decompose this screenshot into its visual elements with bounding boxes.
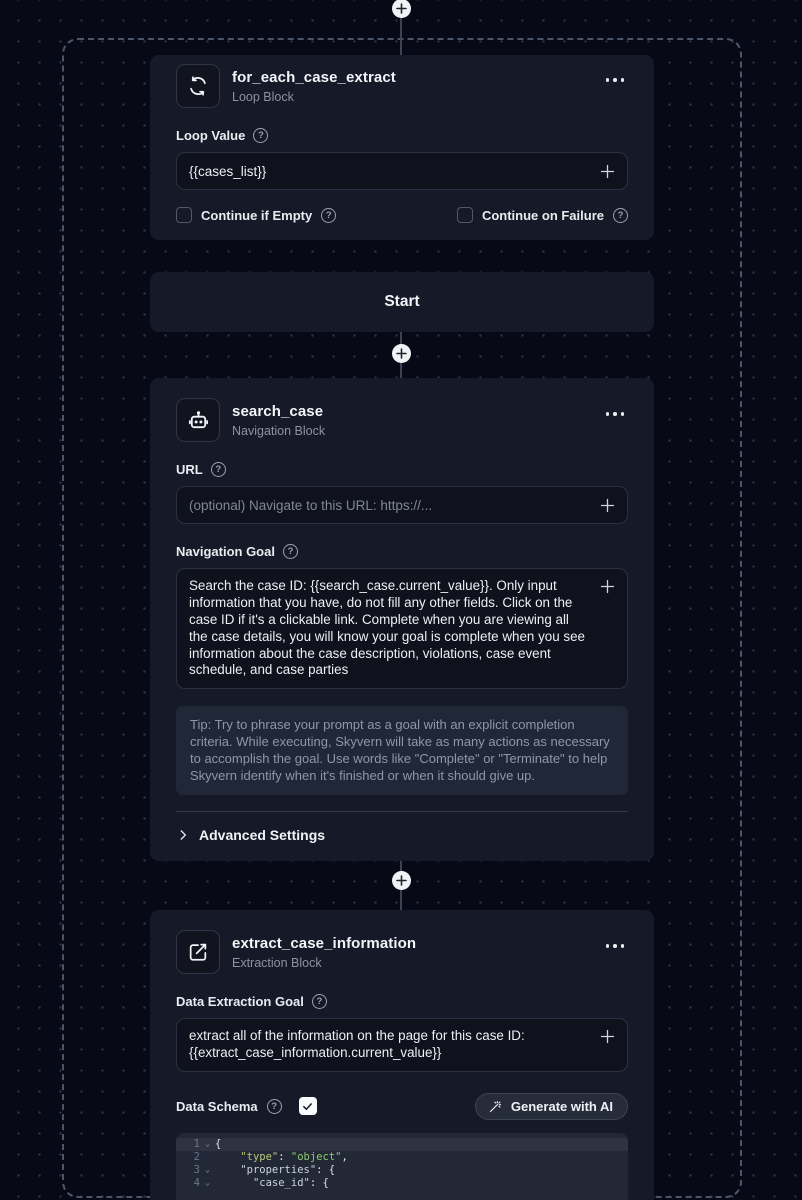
extraction-block-header: [150, 910, 654, 974]
extraction-block-card[interactable]: [150, 910, 654, 1200]
loop-value-text: {{cases_list}}: [189, 163, 267, 179]
navigation-block-card[interactable]: [150, 378, 654, 861]
code-line: 4 ⌄ "case_id": {: [193, 1176, 329, 1189]
navigation-goal-text: Search the case ID: {{search_case.current_value}}. Only input information that you have, do not fill any other fields. Click on the case ID if it's a clickable link. Complete when you are viewing all the case details, you will know your goal is complete when you see information about the case description, violations, case event schedule, and case parties: [189, 578, 585, 678]
loop-value-input[interactable]: [176, 152, 628, 190]
continue-if-empty-checkbox[interactable]: [176, 207, 192, 223]
continue-on-failure-label: Continue on Failure: [481, 207, 604, 223]
url-label: URL: [176, 462, 203, 477]
block-title: search_case: [232, 402, 324, 420]
block-menu-button[interactable]: [602, 74, 629, 86]
block-menu-button[interactable]: [602, 940, 629, 952]
add-block-button-middle[interactable]: [392, 344, 411, 363]
add-parameter-icon[interactable]: [600, 498, 615, 513]
add-block-button-top[interactable]: [392, 0, 411, 18]
url-placeholder: (optional) Navigate to this URL: https://...: [189, 497, 433, 513]
start-block-label: Start: [384, 293, 420, 310]
advanced-settings-toggle[interactable]: [176, 827, 628, 861]
data-extraction-goal-text: extract all of the information on the page for this case ID: {{extract_case_information.current_value}}: [189, 1028, 525, 1060]
loop-value-label: Loop Value: [176, 128, 246, 143]
data-extraction-goal-textarea[interactable]: [176, 1018, 628, 1072]
generate-with-ai-button[interactable]: [475, 1093, 628, 1120]
advanced-settings-label: Advanced Settings: [199, 827, 326, 844]
block-title: extract_case_information: [232, 934, 417, 952]
plus-icon: [396, 3, 407, 14]
check-icon: [302, 1101, 313, 1112]
fold-caret-icon[interactable]: ⌄: [204, 1164, 211, 1175]
section-divider: [176, 811, 628, 812]
code-line: 2 "type": "object",: [193, 1150, 348, 1163]
navigation-block-header: [150, 378, 654, 442]
extract-share-icon: [187, 941, 209, 963]
help-icon[interactable]: ?: [253, 128, 268, 143]
navigation-block-icon-box: [176, 398, 220, 442]
data-schema-enabled-checkbox[interactable]: [299, 1097, 317, 1115]
magic-wand-icon: [488, 1099, 503, 1114]
chevron-right-icon: [176, 828, 190, 842]
add-parameter-icon[interactable]: [600, 579, 615, 594]
extraction-block-icon-box: [176, 930, 220, 974]
schema-code-lines: [176, 1138, 628, 1190]
block-subtitle: Navigation Block: [232, 423, 326, 438]
code-line: 1 ⌄ {: [176, 1138, 628, 1151]
loop-block-icon-box: [176, 64, 220, 108]
help-icon[interactable]: ?: [312, 994, 327, 1009]
help-icon[interactable]: ?: [613, 208, 628, 223]
robot-icon: [187, 409, 210, 432]
add-parameter-icon[interactable]: [600, 1029, 615, 1044]
url-input[interactable]: [176, 486, 628, 524]
data-extraction-goal-label: Data Extraction Goal: [176, 994, 304, 1009]
help-icon[interactable]: ?: [283, 544, 298, 559]
loop-block-header: [150, 55, 654, 108]
help-icon[interactable]: ?: [267, 1099, 282, 1114]
generate-with-ai-label: Generate with AI: [510, 1098, 613, 1114]
continue-on-failure-checkbox[interactable]: [457, 207, 473, 223]
data-schema-code-editor[interactable]: [176, 1133, 628, 1200]
block-subtitle: Extraction Block: [232, 955, 322, 970]
continue-if-empty-label: Continue if Empty: [201, 207, 313, 223]
plus-icon: [396, 348, 407, 359]
code-line: 3 ⌄ "properties": {: [193, 1163, 336, 1176]
fold-caret-icon[interactable]: ⌄: [204, 1177, 211, 1188]
block-subtitle: Loop Block: [232, 89, 294, 104]
fold-caret-icon[interactable]: ⌄: [204, 1138, 211, 1149]
loop-icon: [187, 75, 209, 97]
start-block-card[interactable]: [150, 272, 654, 332]
add-parameter-icon[interactable]: [600, 164, 615, 179]
help-icon[interactable]: ?: [321, 208, 336, 223]
loop-block-card[interactable]: [150, 55, 654, 240]
help-icon[interactable]: ?: [211, 462, 226, 477]
block-title: for_each_case_extract: [232, 68, 396, 86]
plus-icon: [396, 875, 407, 886]
navigation-goal-label: Navigation Goal: [176, 544, 275, 559]
prompt-tip-note: Tip: Try to phrase your prompt as a goal with an explicit completion criteria. While executing, Skyvern will take as many actions as necessary to accomplish the goal. Use words like "Complete" or "Terminate" to help Skyvern identify when it's finished or when it should give up.: [176, 706, 628, 795]
data-schema-label: Data Schema: [176, 1098, 258, 1114]
add-block-button-bottom[interactable]: [392, 871, 411, 890]
block-menu-button[interactable]: [602, 408, 629, 420]
navigation-goal-textarea[interactable]: [176, 568, 628, 689]
